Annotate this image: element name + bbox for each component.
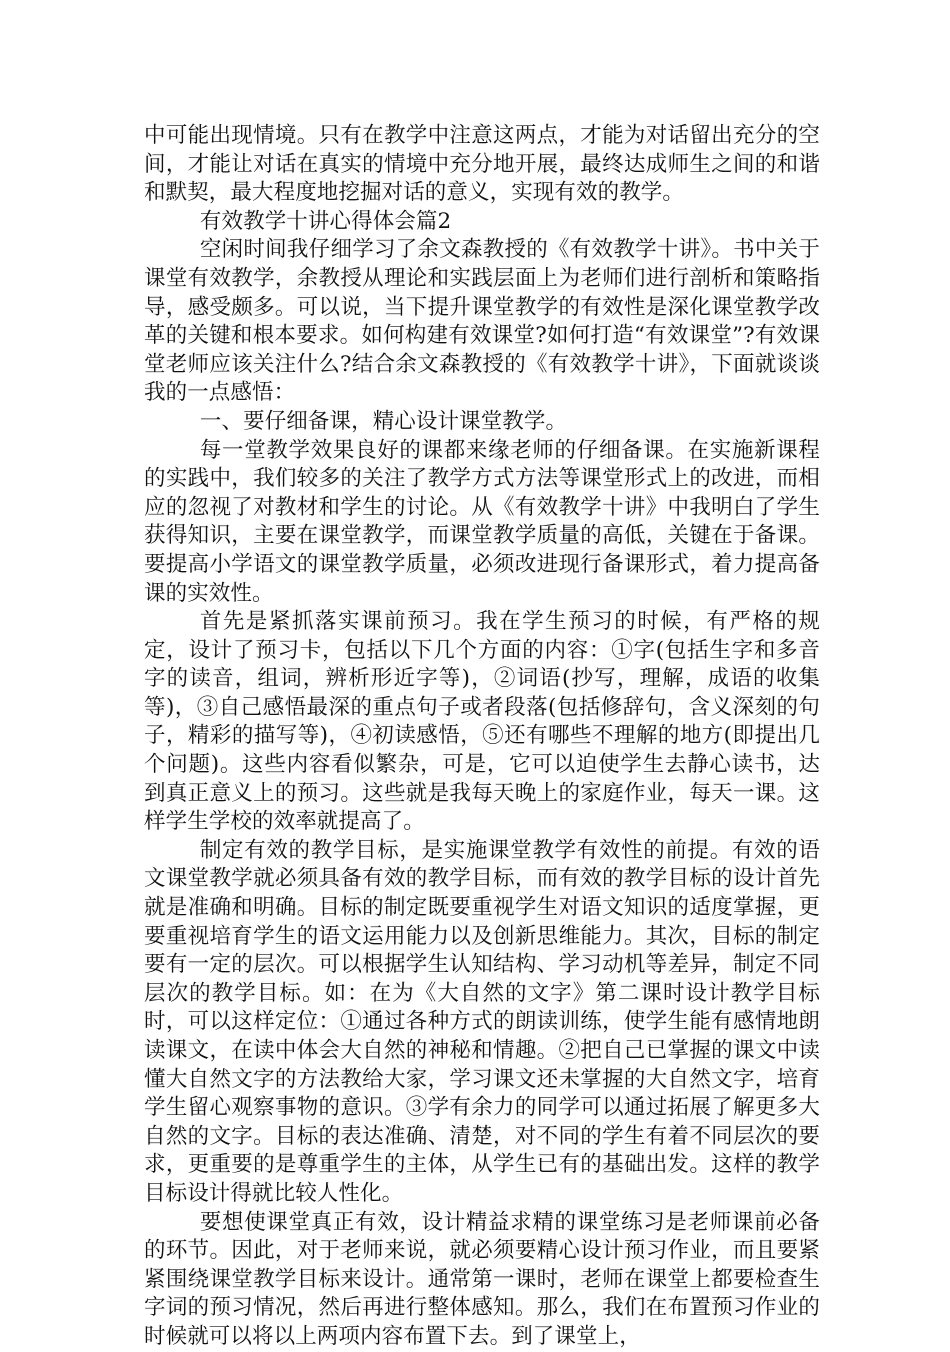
paragraph-exercises: 要想使课堂真正有效，设计精益求精的课堂练习是老师课前必备的环节。因此，对于老师来说，就必须要精心设计预习作业，而且要紧紧围绕课堂教学目标来设计。通常第一课时，老师在课堂上都要检查生字词的预习情况，然后再进行整体感知。那么，我们在布置预习作业的时候就可以将以上两项内容布置下去。到了课堂上， xyxy=(144,1209,820,1349)
paragraph-continuation: 中可能出现情境。只有在教学中注意这两点，才能为对话留出充分的空间，才能让对话在真实的情境中充分地开展，最终达成师生之间的和谐和默契，最大程度地挖掘对话的意义，实现有效的教学。 xyxy=(144,123,820,206)
paragraph-objectives: 制定有效的教学目标，是实施课堂教学有效性的前提。有效的语文课堂教学就必须具备有效的教学目标，而有效的教学目标的设计首先就是准确和明确。目标的制定既要重视学生对语文知识的适度掌握，更要重视培育学生的语文运用能力以及创新思维能力。其次，目标的制定要有一定的层次。可以根据学生认知结构、学习动机等差异，制定不同层次的教学目标。如：在为《大自然的文字》第二课时设计教学目标时，可以这样定位：①通过各种方式的朗读训练，使学生能有感情地朗读课文，在读中体会大自然的神秘和情趣。②把自己已掌握的课文中读懂大自然文字的方法教给大家，学习课文还未掌握的大自然文字，培育学生留心观察事物的意识。③学有余力的同学可以通过拓展了解更多大自然的文字。目标的表达准确、清楚，对不同的学生有着不同层次的要求，更重要的是尊重学生的主体，从学生已有的基础出发。这样的教学目标设计得就比较人性化。 xyxy=(144,837,820,1206)
paragraph-intro: 空闲时间我仔细学习了余文森教授的《有效教学十讲》。书中关于课堂有效教学，余教授从理论和实践层面上为老师们进行剖析和策略指导，感受颇多。可以说，当下提升课堂教学的有效性是深化课堂教学改革的关键和根本要求。如何构建有效课堂?如何打造“有效课堂”?有效课堂老师应该关注什么?结合余文森教授的《有效教学十讲》，下面就谈谈我的一点感悟： xyxy=(144,237,820,406)
paragraph-preview: 首先是紧抓落实课前预习。我在学生预习的时候，有严格的规定，设计了预习卡，包括以下几个方面的内容：①字(包括生字和多音字的读音，组词，辨析形近字等)，②词语(抄写，理解，成语的收集等)，③自己感悟最深的重点句子或者段落(包括修辞句，含义深刻的句子，精彩的描写等)，④初读感悟，⑤还有哪些不理解的地方(即提出几个问题)。这些内容看似繁杂，可是，它可以迫使学生去静心读书，达到真正意义上的预习。这些就是我每天晚上的家庭作业，每天一课。这样学生学校的效率就提高了。 xyxy=(144,609,820,835)
document-body xyxy=(144,122,820,1352)
paragraph-preparation: 每一堂教学效果良好的课都来缘老师的仔细备课。在实施新课程的实践中，我们较多的关注了教学方式方法等课堂形式上的改进，而相应的忽视了对教材和学生的讨论。从《有效教学十讲》中我明白了学生获得知识，主要在课堂教学，而课堂教学质量的高低，关键在于备课。要提高小学语文的课堂教学质量，必须改进现行备课形式，着力提高备课的实效性。 xyxy=(144,437,820,606)
section-heading: 有效教学十讲心得体会篇2 xyxy=(199,208,452,234)
subheading-preparation: 一、要仔细备课，精心设计课堂教学。 xyxy=(199,408,568,434)
